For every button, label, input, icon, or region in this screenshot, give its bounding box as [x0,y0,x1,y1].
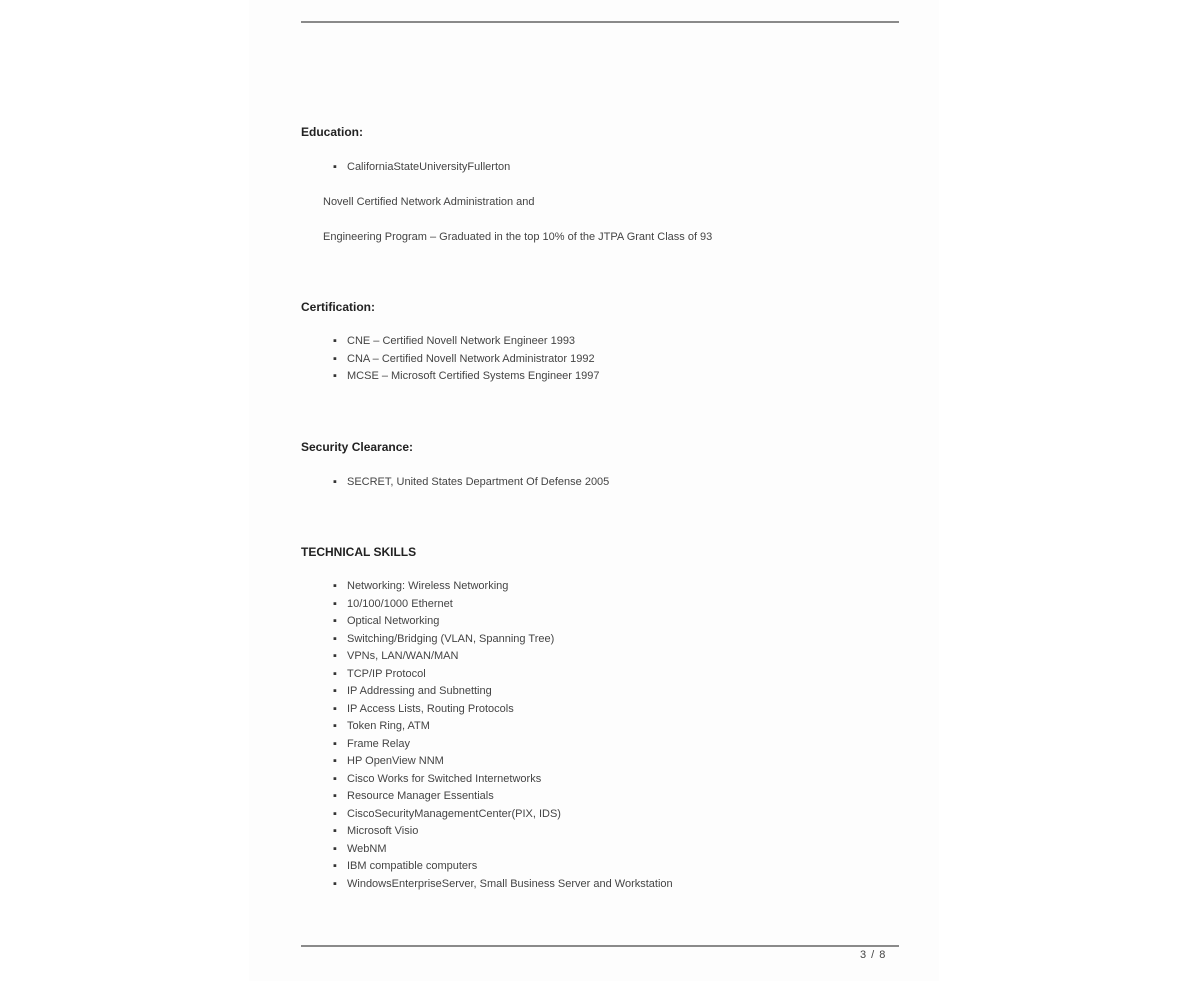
list-item: ▪ CNA – Certified Novell Network Administrator 1992 [333,351,600,369]
list-item: ▪ 10/100/1000 Ethernet [333,596,673,614]
list-item: ▪ Switching/Bridging (VLAN, Spanning Tree) [333,631,673,649]
list-item: ▪ Frame Relay [333,736,673,754]
security-clearance-list [333,474,609,492]
list-item: ▪ IBM compatible computers [333,858,673,876]
list-item: ▪ Token Ring, ATM [333,718,673,736]
header-rule [301,21,899,23]
list-item: ▪ Optical Networking [333,613,673,631]
security-clearance-heading: Security Clearance: [301,440,414,454]
list-item: ▪ Resource Manager Essentials [333,788,673,806]
list-item: ▪ CNE – Certified Novell Network Engineer 1993 [333,333,600,351]
list-item: ▪ WindowsEnterpriseServer, Small Business Server and Workstation [333,876,673,894]
list-item: ▪ VPNs, LAN/WAN/MAN [333,648,673,666]
education-line: Novell Certified Network Administration and [323,196,535,208]
list-item: ▪ MCSE – Microsoft Certified Systems Engineer 1997 [333,368,600,386]
technical-skills-list [333,578,673,893]
list-item: ▪ WebNM [333,841,673,859]
certification-list [333,333,600,386]
certification-heading: Certification: [301,300,376,314]
list-item: ▪ HP OpenView NNM [333,753,673,771]
list-item: ▪ Cisco Works for Switched Internetworks [333,771,673,789]
list-item: ▪ CiscoSecurityManagementCenter(PIX, IDS) [333,806,673,824]
list-item: ▪ Networking: Wireless Networking [333,578,673,596]
education-line: Engineering Program – Graduated in the top 10% of the JTPA Grant Class of 93 [323,231,713,243]
list-item: ▪ IP Addressing and Subnetting [333,683,673,701]
page-number: 3 / 8 [860,949,887,961]
technical-skills-heading: TECHNICAL SKILLS [301,545,417,559]
footer-rule [301,945,899,947]
list-item: ▪ SECRET, United States Department Of Defense 2005 [333,474,609,492]
education-list [333,159,510,177]
education-heading: Education: [301,125,363,139]
list-item: ▪ IP Access Lists, Routing Protocols [333,701,673,719]
list-item: ▪ TCP/IP Protocol [333,666,673,684]
list-item: ▪ CaliforniaStateUniversityFullerton [333,159,510,177]
list-item: ▪ Microsoft Visio [333,823,673,841]
